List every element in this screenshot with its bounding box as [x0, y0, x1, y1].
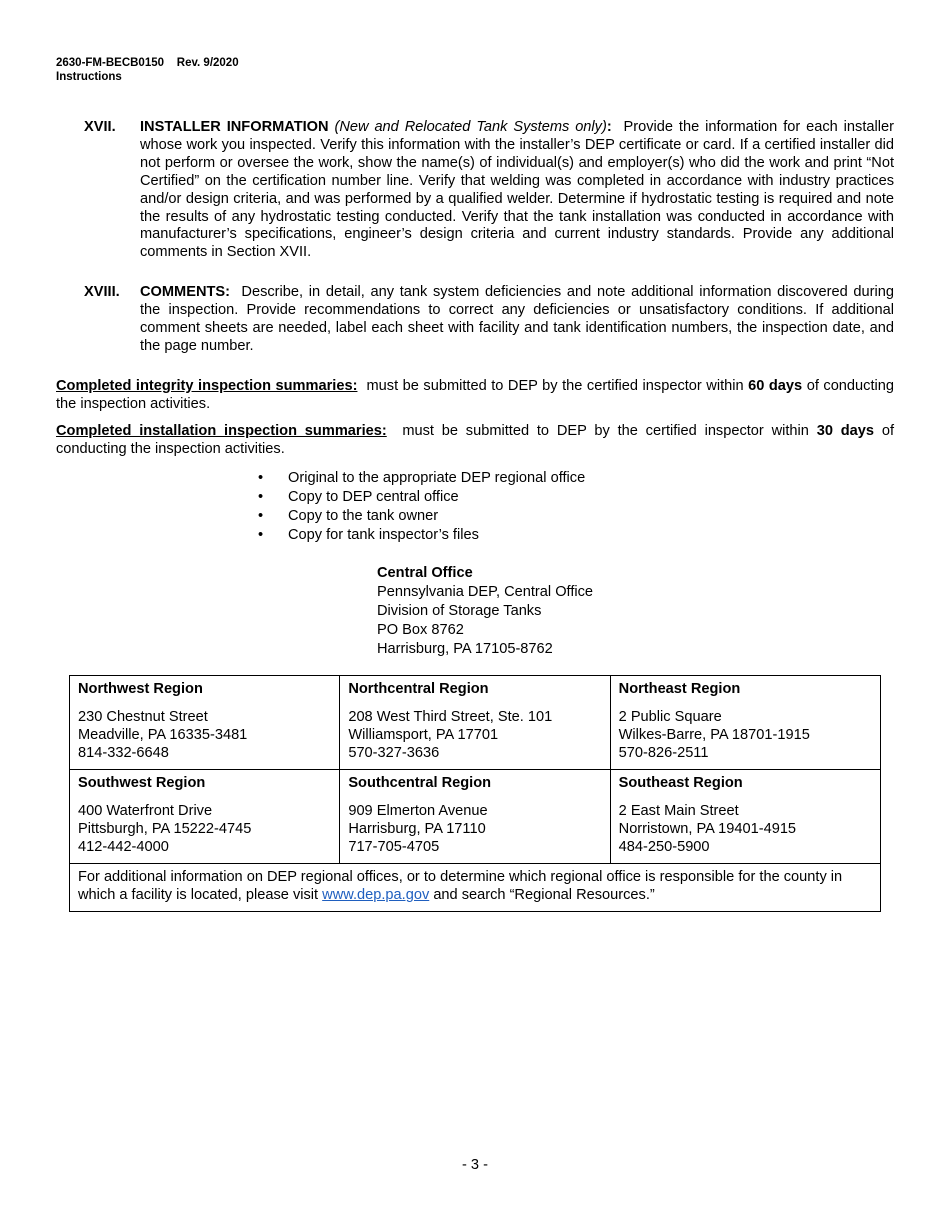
- instruction-sections: [56, 119, 894, 378]
- region-phone: 814-332-6648: [78, 745, 169, 761]
- document-header: [56, 56, 239, 84]
- note-text: For additional information on DEP regional offices, or to determine which regional office is responsible for the county in which a facility is located, please visit: [78, 869, 843, 903]
- region-phone: 717-705-4705: [348, 839, 440, 855]
- section-body: [140, 119, 894, 262]
- region-cell-northwest: [70, 676, 340, 770]
- form-id: 2630-FM-BECB0150: [56, 57, 165, 69]
- region-city: Williamsport, PA 17701: [348, 727, 499, 743]
- region-cell-northeast: [610, 676, 880, 770]
- form-id-line: [56, 56, 239, 70]
- region-cell-northcentral: [340, 676, 610, 770]
- installation-summary-paragraph: [56, 423, 894, 459]
- region-street: 2 East Main Street: [618, 803, 739, 819]
- region-city: Meadville, PA 16335-3481: [78, 727, 248, 743]
- region-name: Southcentral Region: [348, 775, 492, 791]
- list-item: [258, 526, 585, 545]
- bullet-icon: •: [258, 527, 264, 543]
- region-phone: 570-327-3636: [348, 745, 440, 761]
- region-street: 909 Elmerton Avenue: [348, 803, 488, 819]
- installation-summary-days: 30 days: [816, 423, 875, 439]
- region-city: Pittsburgh, PA 15222-4745: [78, 821, 252, 837]
- list-item-text: Copy for tank inspector’s files: [288, 527, 479, 543]
- bullet-icon: •: [258, 489, 264, 505]
- region-cell-southwest: [70, 770, 340, 864]
- list-item-text: Copy to DEP central office: [288, 489, 459, 505]
- table-row: [70, 676, 881, 770]
- integrity-summary-label: Completed integrity inspection summaries:: [56, 378, 358, 394]
- integrity-summary-text: must be submitted to DEP by the certified inspector within: [366, 378, 744, 394]
- region-phone: 484-250-5900: [618, 839, 710, 855]
- note-tail: and search “Regional Resources.”: [433, 887, 655, 903]
- installation-summary-label: Completed installation inspection summaries:: [56, 423, 387, 439]
- installation-summary-tail: of conducting the inspection activities.: [56, 423, 894, 457]
- address-line: Pennsylvania DEP, Central Office: [377, 584, 594, 600]
- list-item-text: Copy to the tank owner: [288, 508, 439, 524]
- section-body: [140, 284, 894, 356]
- region-name: Southeast Region: [618, 775, 743, 791]
- regional-info-note: [70, 864, 881, 912]
- central-office-address: [377, 564, 593, 659]
- central-office-title: Central Office: [377, 565, 473, 581]
- section-xvii: [56, 119, 894, 262]
- region-city: Harrisburg, PA 17110: [348, 821, 486, 837]
- section-title: COMMENTS:: [140, 284, 230, 301]
- region-name: Northeast Region: [618, 681, 741, 697]
- section-number: XVII.: [84, 119, 116, 135]
- region-street: 2 Public Square: [618, 709, 722, 725]
- section-title: INSTALLER INFORMATION: [140, 119, 329, 135]
- section-colon: :: [606, 119, 612, 135]
- table-row: [70, 864, 881, 912]
- region-street: 230 Chestnut Street: [78, 709, 208, 725]
- bullet-icon: •: [258, 508, 264, 524]
- list-item: [258, 488, 585, 507]
- list-item: [258, 469, 585, 488]
- region-name: Northwest Region: [78, 681, 203, 697]
- section-text: Describe, in detail, any tank system deficiencies and note additional information discovered during the inspection. Provide recommendations to correct any deficiencies or unsatisfactory conditions. If additional comment sheets are needed, label each sheet with facility and tank identification numbers, the inspection date, and the page number.: [140, 284, 895, 354]
- section-text: Provide the information for each installer whose work you inspected. Verify this information with the installer’s DEP certificate or card. If a certified installer did not perform or oversee the work, show the name(s) of individual(s) and employer(s) who did the work and print “Not Certified” on the certification number line. Verify that welding was completed in accordance with industry practices and/or design criteria, and was performed by a qualified welder. Determine if hydrostatic testing is required and note the results of any hydrostatic testing conducted. Verify that the tank installation was conducted in accordance with manufacturer’s specifications, engineer’s design criteria and current industry standards. Provide any additional comments in Section XVII.: [140, 119, 894, 261]
- integrity-summary-tail: of conducting the inspection activities.: [56, 378, 894, 412]
- region-name: Southwest Region: [78, 775, 206, 791]
- region-cell-southeast: [610, 770, 880, 864]
- page-number: - 3 -: [462, 1157, 488, 1173]
- table-row: [70, 770, 881, 864]
- region-name: Northcentral Region: [348, 681, 489, 697]
- region-cell-southcentral: [340, 770, 610, 864]
- integrity-summary-paragraph: [56, 378, 894, 414]
- bullet-icon: •: [258, 470, 264, 486]
- form-revision: Rev. 9/2020: [176, 57, 239, 69]
- section-qualifier: (New and Relocated Tank Systems only): [334, 119, 607, 135]
- region-phone: 412-442-4000: [78, 839, 169, 855]
- list-item: [258, 507, 585, 526]
- region-street: 208 West Third Street, Ste. 101: [348, 709, 553, 725]
- header-subtitle: Instructions: [56, 71, 122, 83]
- installation-summary-text: must be submitted to DEP by the certified inspector within: [402, 423, 809, 439]
- region-city: Norristown, PA 19401-4915: [618, 821, 797, 837]
- address-line: PO Box 8762: [377, 622, 464, 638]
- region-street: 400 Waterfront Drive: [78, 803, 213, 819]
- address-line: Harrisburg, PA 17105-8762: [377, 641, 553, 657]
- distribution-list: [258, 469, 585, 545]
- region-city: Wilkes-Barre, PA 18701-1915: [618, 727, 810, 743]
- region-phone: 570-826-2511: [618, 745, 709, 761]
- section-xviii: [56, 284, 894, 356]
- list-item-text: Original to the appropriate DEP regional office: [288, 470, 586, 486]
- regional-offices-table: [69, 675, 881, 912]
- address-line: Division of Storage Tanks: [377, 603, 542, 619]
- dep-website-link[interactable]: www.dep.pa.gov: [322, 887, 430, 903]
- integrity-summary-days: 60 days: [748, 378, 803, 394]
- section-number: XVIII.: [84, 284, 120, 301]
